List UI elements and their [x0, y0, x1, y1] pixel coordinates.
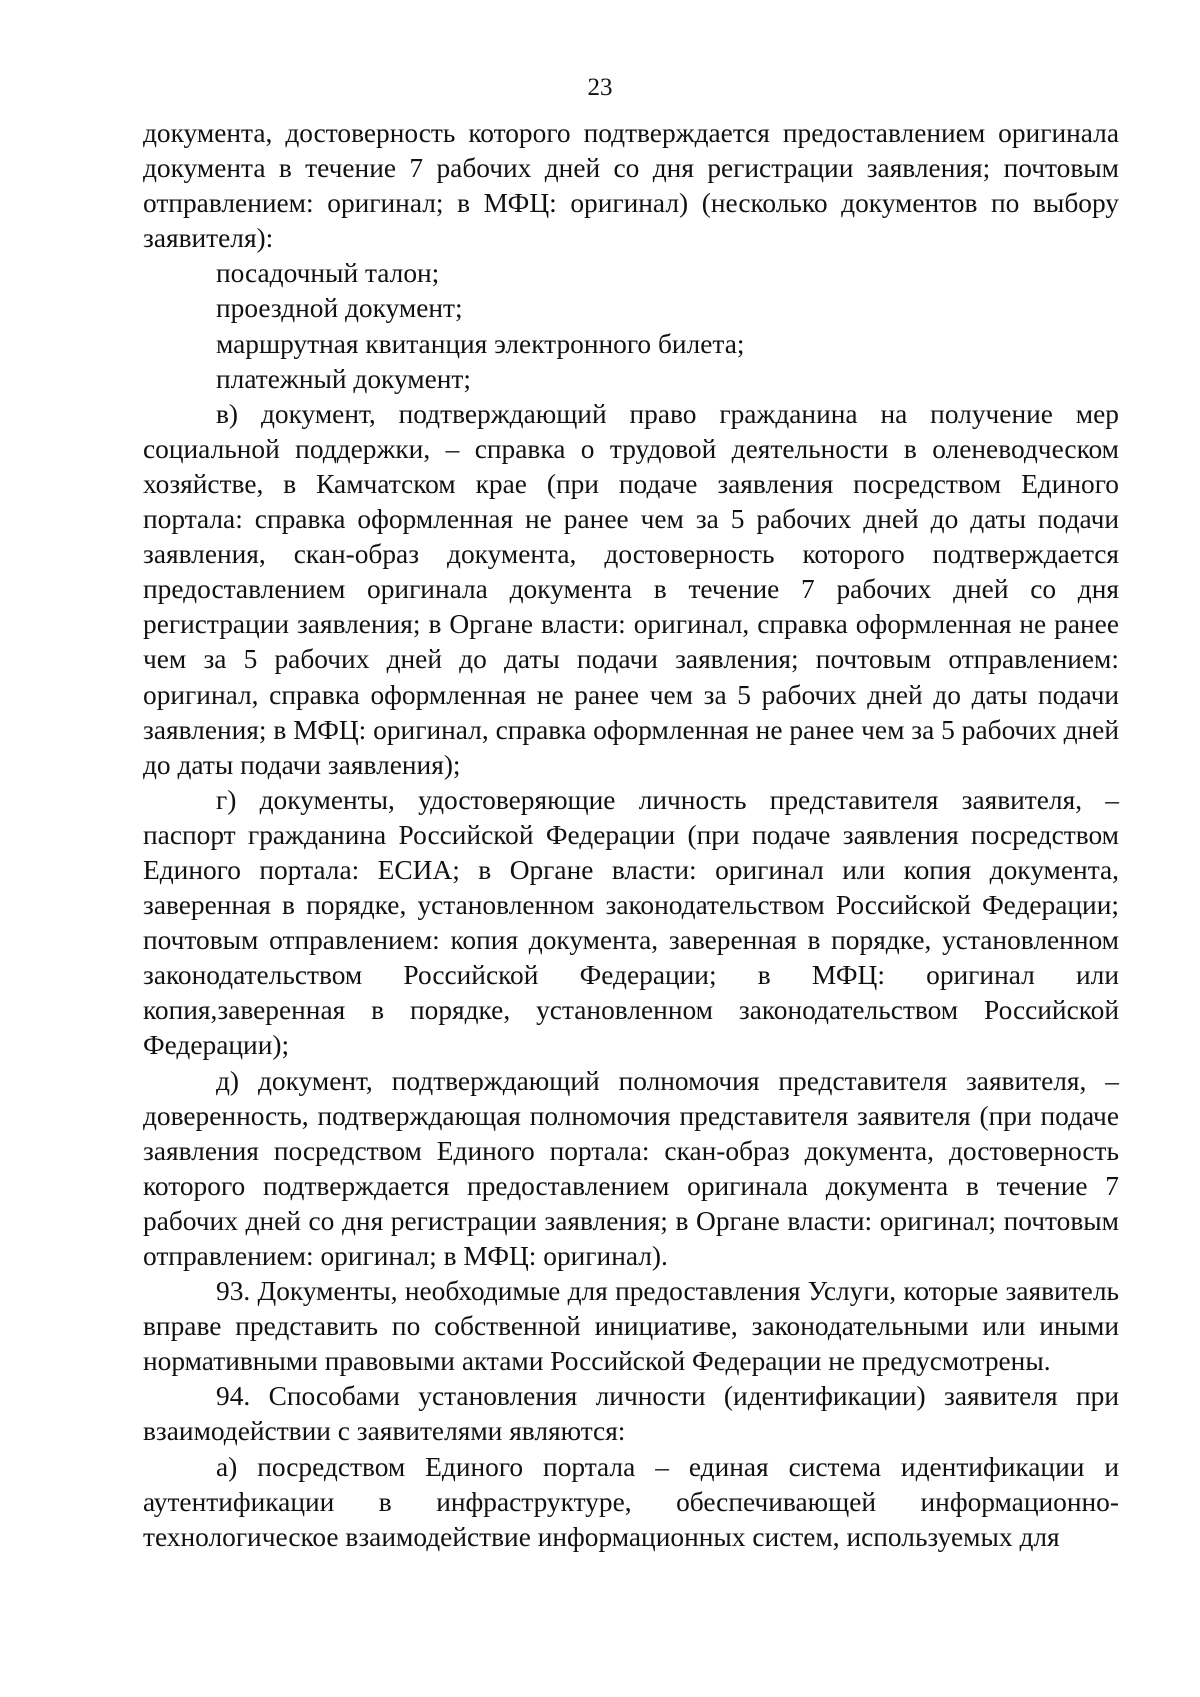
- list-item-travel-document: проездной документ;: [216, 293, 463, 324]
- page-number: 23: [587, 74, 613, 101]
- paragraph-94: 94. Способами установления личности (идентификации) заявителя при взаимодействии с заявителями являются:: [143, 1381, 1119, 1447]
- paragraph-item-v: в) документ, подтверждающий право гражданина на получение мер социальной поддержки, – справка о трудовой деятельности в оленеводческом хозяйстве, в Камчатском крае (при подаче заявления посредством Единого портала: справка оформленная не ранее чем за 5 рабочих дней до даты подачи заявления, скан-образ документа, достоверность которого подтверждается предоставлением оригинала документа в течение 7 рабочих дней со дня регистрации заявления; в Органе власти: оригинал, справка оформленная не ранее чем за 5 рабочих дней до даты подачи заявления; почтовым отправлением: оригинал, справка оформленная не ранее чем за 5 рабочих дней до даты подачи заявления; в МФЦ: оригинал, справка оформленная не ранее чем за 5 рабочих дней до даты подачи заявления);: [143, 398, 1119, 780]
- list-item-boarding-pass: посадочный талон;: [216, 258, 440, 289]
- paragraph-93: 93. Документы, необходимые для предоставления Услуги, которые заявитель вправе представить по собственной инициативе, законодательными или иными нормативными правовыми актами Российской Федерации не предусмотрены.: [143, 1276, 1119, 1377]
- list-item-e-ticket-receipt: маршрутная квитанция электронного билета;: [216, 328, 745, 359]
- document-body: [143, 116, 1119, 1555]
- paragraph-continuation: документа, достоверность которого подтверждается предоставлением оригинала документа в течение 7 рабочих дней со дня регистрации заявления; почтовым отправлением: оригинал; в МФЦ: оригинал) (несколько документов по выбору заявителя):: [143, 118, 1119, 254]
- list-item-payment-document: платежный документ;: [216, 363, 472, 394]
- paragraph-item-d: д) документ, подтверждающий полномочия представителя заявителя, – доверенность, подтверждающая полномочия представителя заявителя (при подаче заявления посредством Единого портала: скан-образ документа, достоверность которого подтверждается предоставлением оригинала документа в течение 7 рабочих дней со дня регистрации заявления; в Органе власти: оригинал; почтовым отправлением: оригинал; в МФЦ: оригинал).: [143, 1065, 1119, 1271]
- paragraph-item-g: г) документы, удостоверяющие личность представителя заявителя, – паспорт гражданина Российской Федерации (при подаче заявления посредством Единого портала: ЕСИА; в Органе власти: оригинал или копия документа, заверенная в порядке, установленном законодательством Российской Федерации; почтовым отправлением: копия документа, заверенная в порядке, установленном законодательством Российской Федерации; в МФЦ: оригинал или копия,заверенная в порядке, установленном законодательством Российской Федерации);: [143, 784, 1119, 1061]
- paragraph-item-a: а) посредством Единого портала – единая система идентификации и аутентификации в инфраструктуре, обеспечивающей информационно-технологическое взаимодействие информационных систем, используемых для: [143, 1451, 1119, 1552]
